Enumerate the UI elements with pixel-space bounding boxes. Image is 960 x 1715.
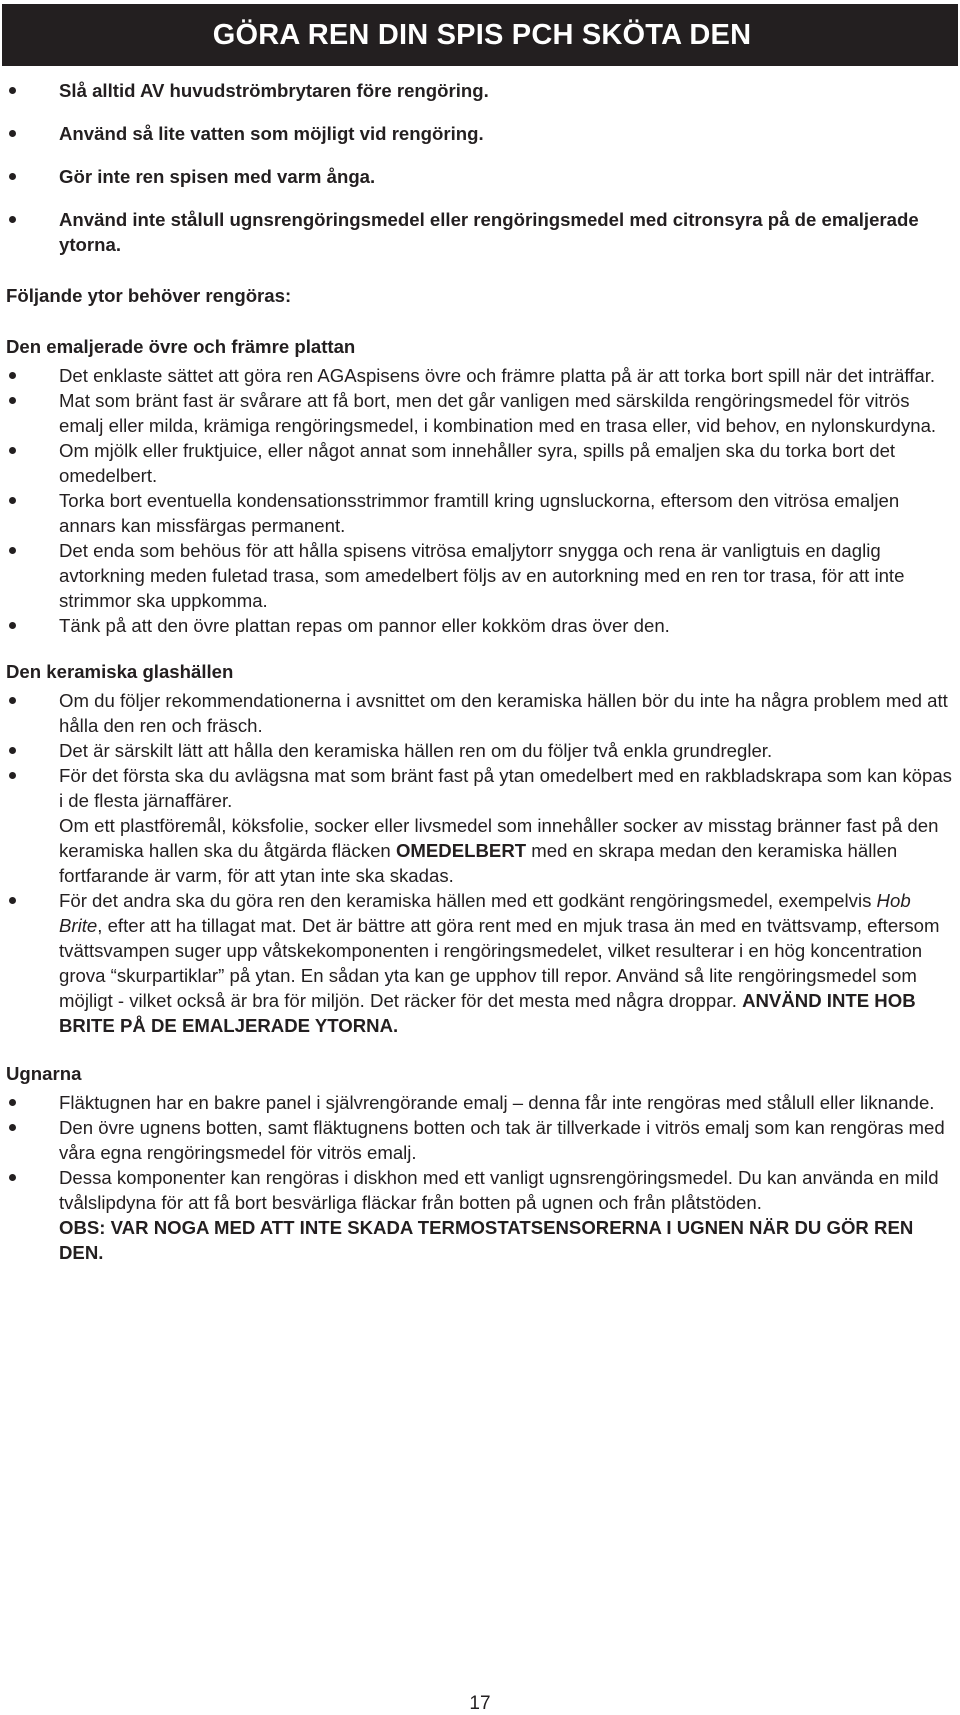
product-name: Hob Brite [59, 890, 911, 936]
document-body [6, 78, 956, 1265]
ovens-list [6, 1090, 956, 1215]
section-heading-ovens: Ugnarna [6, 1063, 82, 1084]
ceramic-list-continued [6, 888, 956, 1038]
list-item: Gör inte ren spisen med varm ånga. [6, 164, 956, 189]
list-item: Dessa komponenter kan rengöras i diskhon med ett vanligt ugnsrengöringsmedel. Du kan använda en mild tvålslipdyna för att få bort besvärliga fläckar från botten på ugnen och från plåtstöden. [6, 1165, 956, 1215]
page-title-bar [2, 4, 958, 66]
list-item: Mat som bränt fast är svårare att få bort, men det går vanligen med särskilda rengöringsmedel för vitrös emalj eller milda, krämiga rengöringsmedel, i kombination med en trasa eller, vid behov, en nylonskurdyna. [6, 388, 956, 438]
list-item: Torka bort eventuella kondensationsstrimmor framtill kring ugnsluckorna, eftersom den vitrösa emaljen annars kan missfärgas permanent. [6, 488, 956, 538]
general-rules-list [6, 78, 956, 257]
list-item: Fläktugnen har en bakre panel i självrengörande emalj – denna får inte rengöras med stålull eller liknande. [6, 1090, 956, 1115]
enamel-list [6, 363, 956, 638]
item-text: För det andra ska du göra ren den keramiska hällen med ett godkänt rengöringsmedel, exempelvis [59, 890, 877, 911]
list-item: Om du följer rekommendationerna i avsnittet om den keramiska hällen bör du inte ha några problem med att hålla den ren och fräsch. [6, 688, 956, 738]
list-item: Det enklaste sättet att göra ren AGAspisens övre och främre platta på är att torka bort spill när det inträffar. [6, 363, 956, 388]
ceramic-note-emphasis: OMEDELBERT [395, 840, 527, 861]
list-item: Den övre ugnens botten, samt fläktugnens botten och tak är tillverkade i vitrös emalj som kan rengöras med våra egna rengöringsmedel för vitrös emalj. [6, 1115, 956, 1165]
ovens-warning: OBS: VAR NOGA MED ATT INTE SKADA TERMOSTATSENSORERNA I UGNEN NÄR DU GÖR REN DEN. [59, 1217, 914, 1263]
intro-heading: Följande ytor behöver rengöras: [6, 285, 292, 306]
list-item: Det är särskilt lätt att hålla den keramiska hällen ren om du följer två enkla grundregler. [6, 738, 956, 763]
page-number: 17 [469, 1693, 491, 1714]
list-item: Om mjölk eller fruktjuice, eller något annat som innehåller syra, spills på emaljen ska du torka bort det omedelbert. [6, 438, 956, 488]
section-heading-ceramic: Den keramiska glashällen [6, 661, 234, 682]
ceramic-note-text-end: med en skrapa medan den keramiska hällen fortfarande är varm, för att ytan inte ska skadas. [59, 840, 898, 886]
item-warning: ANVÄND INTE HOB BRITE PÅ DE EMALJERADE YTORNA. [59, 990, 916, 1036]
list-item: Det enda som behöus för att hålla spisens vitrösa emaljytorr snygga och rena är vanligtuis en daglig avtorkning meden fuletad trasa, som amedelbert följs av en autorkning med en ren tor trasa, för att inte strimmor ska uppkomma. [6, 538, 956, 613]
list-item: Använd inte stålull ugnsrengöringsmedel eller rengöringsmedel med citronsyra på de emaljerade ytorna. [6, 207, 956, 257]
ceramic-note [6, 813, 956, 888]
list-item: Slå alltid AV huvudströmbrytaren före rengöring. [6, 78, 956, 103]
list-item: Tänk på att den övre plattan repas om pannor eller kokköm dras över den. [6, 613, 956, 638]
list-item: För det första ska du avlägsna mat som bränt fast på ytan omedelbert med en rakbladskrapa som kan köpas i de flesta järnaffärer. [6, 763, 956, 813]
ceramic-note-text: Om ett plastföremål, köksfolie, socker eller livsmedel som innehåller socker av misstag bränner fast på den keramiska hallen ska du åtgärda fläcken [59, 815, 939, 861]
list-item: Använd så lite vatten som möjligt vid rengöring. [6, 121, 956, 146]
item-text-cont: , efter att ha tillagat mat. Det är bättre att göra rent med en mjuk trasa än med en tvättsvamp, eftersom tvättsvampen suger upp våtskekomponenten i rengöringsmedelet, vilket resulterar i en hög koncentration grova “skurpartiklar” på ytan. En sådan yta kan ge upphov till repor. Använd så lite rengöringsmedel som möjligt - vilket också är bra för miljön. Det räcker för det mesta med några droppar. [59, 915, 940, 1011]
ceramic-list [6, 688, 956, 813]
page-title: GÖRA REN DIN SPIS PCH SKÖTA DEN [212, 19, 752, 51]
list-item [6, 888, 956, 1038]
section-heading-enamel: Den emaljerade övre och främre plattan [6, 336, 356, 357]
